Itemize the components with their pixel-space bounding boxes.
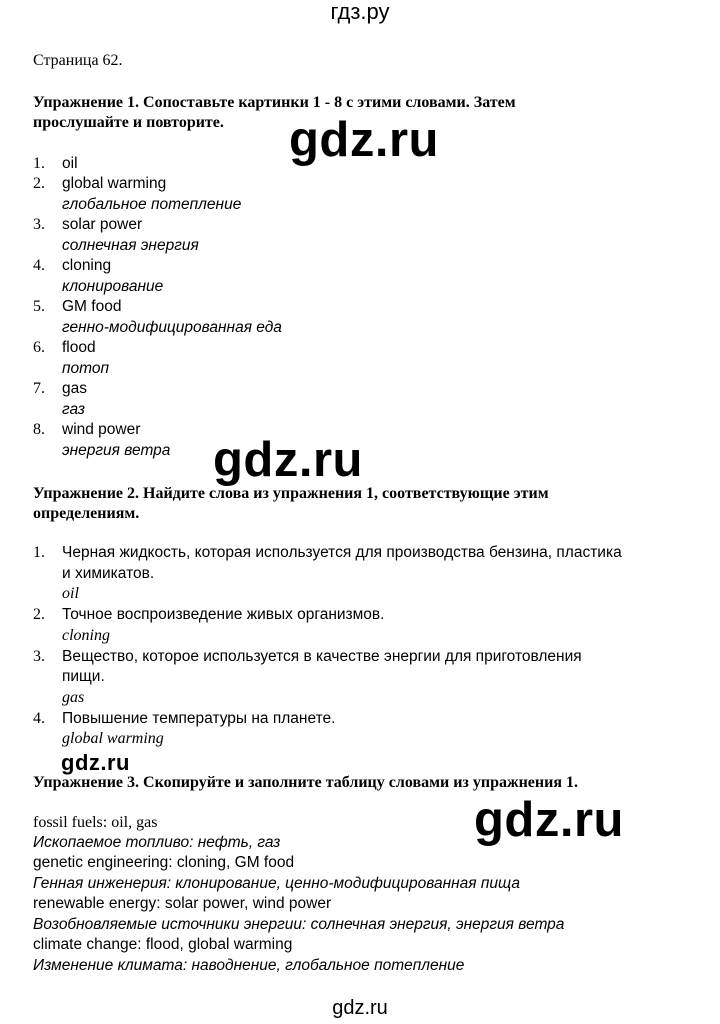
- watermark: gdz.ru: [61, 750, 130, 775]
- definition-answer: global warming: [62, 730, 164, 747]
- definition-answer: cloning: [62, 627, 110, 644]
- ex1-title-line2: прослушайте и повторите.: [33, 114, 224, 131]
- item-number: 7.: [33, 380, 45, 397]
- ex3-line: renewable energy: solar power, wind power: [33, 895, 332, 912]
- watermark: gdz.ru: [213, 433, 363, 487]
- ex3-line: climate change: flood, global warming: [33, 936, 293, 953]
- ex3-line: Ископаемое топливо: нефть, газ: [33, 834, 281, 851]
- item-word: gas: [62, 380, 87, 397]
- ex3-title: Упражнение 3. Скопируйте и заполните таблицу словами из упражнения 1.: [33, 774, 578, 791]
- definition-answer: gas: [62, 689, 85, 706]
- item-number: 8.: [33, 421, 45, 438]
- item-translation: генно-модифицированная еда: [62, 319, 282, 336]
- item-translation: энергия ветра: [62, 442, 171, 459]
- definition-text: Вещество, которое используется в качестве энергии для приготовления: [62, 648, 582, 665]
- item-translation: потоп: [62, 360, 110, 377]
- watermark: gdz.ru: [289, 113, 439, 167]
- item-translation: солнечная энергия: [62, 237, 199, 254]
- item-word: GM food: [62, 298, 122, 315]
- ex3-line: Изменение климата: наводнение, глобальное потепление: [33, 957, 465, 974]
- item-word: cloning: [62, 257, 112, 274]
- definition-text: Черная жидкость, которая используется для производства бензина, пластика: [62, 544, 622, 561]
- ex3-line: fossil fuels: oil, gas: [33, 814, 158, 831]
- item-translation: клонирование: [62, 278, 164, 295]
- item-number: 2.: [33, 175, 45, 192]
- item-number: 1.: [33, 544, 45, 561]
- site-footer: gdz.ru: [332, 997, 388, 1019]
- definition-text: пищи.: [62, 668, 105, 685]
- item-translation: глобальное потепление: [62, 196, 242, 213]
- ex3-line: genetic engineering: cloning, GM food: [33, 854, 295, 871]
- ex2-title-line1: Упражнение 2. Найдите слова из упражнения 1, соответствующие этим: [33, 485, 549, 502]
- ex3-line: Генная инженерия: клонирование, ценно-модифицированная пища: [33, 875, 521, 892]
- item-number: 3.: [33, 216, 45, 233]
- ex3-line: Возобновляемые источники энергии: солнечная энергия, энергия ветра: [33, 916, 565, 933]
- item-number: 2.: [33, 606, 45, 623]
- item-number: 1.: [33, 155, 45, 172]
- page-label: Страница 62.: [33, 52, 123, 69]
- item-number: 6.: [33, 339, 45, 356]
- item-number: 4.: [33, 257, 45, 274]
- item-word: solar power: [62, 216, 143, 233]
- item-word: global warming: [62, 175, 167, 192]
- definition-text: Точное воспроизведение живых организмов.: [62, 606, 385, 623]
- item-word: flood: [62, 339, 96, 356]
- definition-text: и химикатов.: [62, 565, 155, 582]
- item-number: 4.: [33, 710, 45, 727]
- item-number: 5.: [33, 298, 45, 315]
- item-word: oil: [62, 155, 78, 172]
- item-word: wind power: [62, 421, 141, 438]
- ex1-title-line1: Упражнение 1. Сопоставьте картинки 1 - 8 с этими словами. Затем: [33, 94, 516, 111]
- item-number: 3.: [33, 648, 45, 665]
- definition-text: Повышение температуры на планете.: [62, 710, 336, 727]
- ex2-title-line2: определениям.: [33, 505, 140, 522]
- item-translation: газ: [62, 401, 85, 418]
- watermark: gdz.ru: [474, 793, 624, 847]
- definition-answer: oil: [62, 585, 79, 602]
- site-header: гдз.ру: [330, 0, 390, 24]
